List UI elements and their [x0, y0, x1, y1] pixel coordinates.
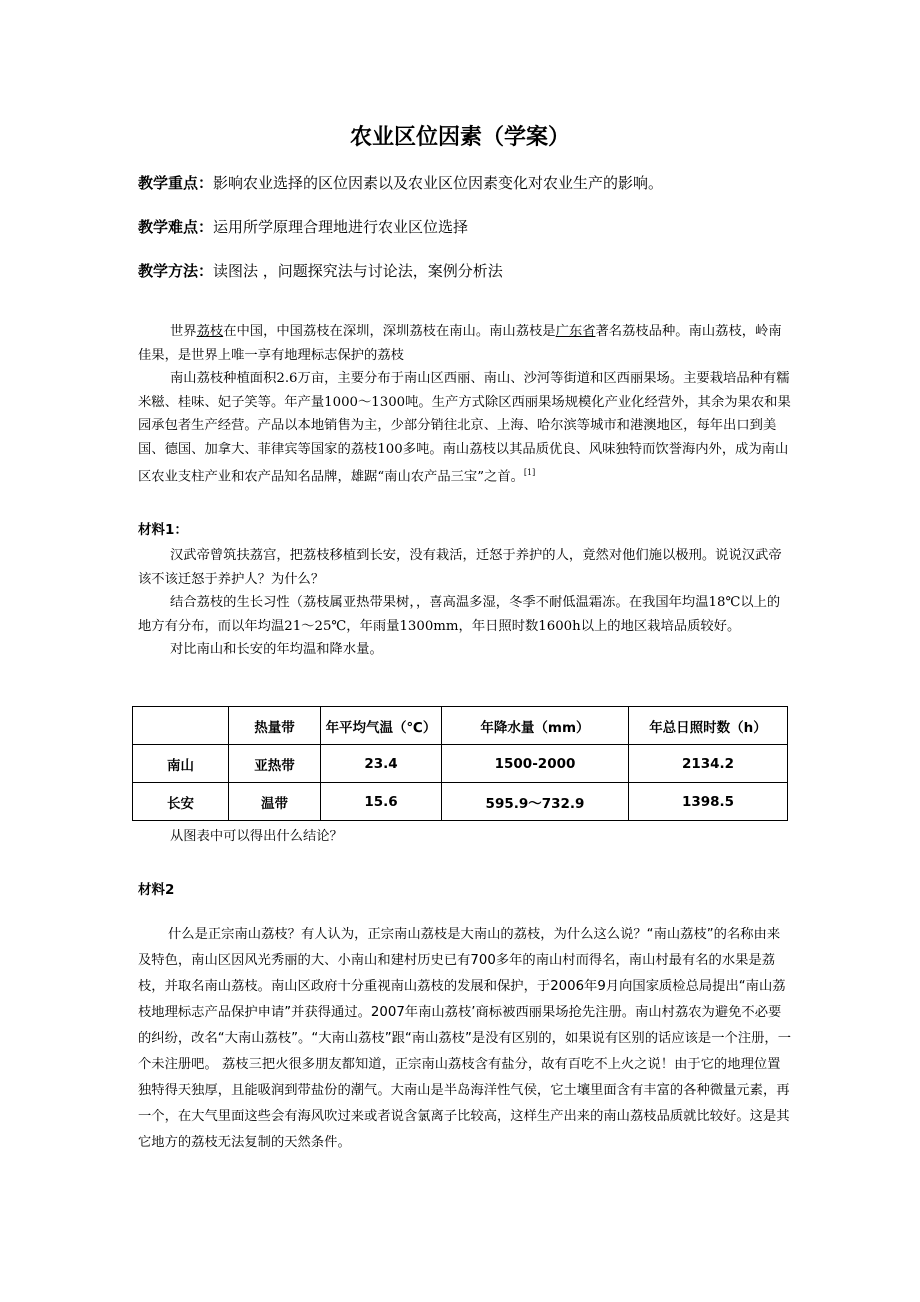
table-cell: 长安: [133, 783, 229, 821]
material1-paragraph-2: 结合荔枝的生长习性（荔枝属亚热带果树，，喜高温多湿，冬季不耐低温霜冻。在我国年均温18℃以上的地方有分布，而以年均温21～25℃，年雨量1300mm，年日照时数1600h以上的地区栽培品质较好。: [138, 595, 781, 634]
climate-table: [132, 706, 788, 821]
table-header-cell: 年总日照时数（h）: [629, 707, 788, 745]
table-cell: 亚热带: [229, 745, 321, 783]
teaching-method: [138, 260, 503, 281]
material2-paragraph: 什么是正宗南山荔枝？有人认为，正宗南山荔枝是大南山的荔枝，为什么这么说？“南山荔枝”的名称由来及特色，南山区因风光秀丽的大、小南山和建村历史已有700多年的南山村而得名，南山村最有名的水果是荔枝，并取名南山荔枝。南山区政府十分重视南山荔枝的发展和保护，于2006年9月向国家质检总局提出“南山荔枝地理标志产品保护申请”并获得通过。2007年南山荔枝’商标被西丽果场抢先注册。南山村荔农为避免不必要的纠纷，改名“大南山荔枝”。“大南山荔枝”跟“南山荔枝”是没有区别的，如果说有区别的话应该是一个注册，一个未注册吧。 荔枝三把火很多朋友都知道，正宗南山荔枝含有盐分，故有百吃不上火之说！由于它的地理位置独特得天独厚，且能吸润到带盐份的潮气。大南山是半岛海洋性气侯，它土壤里面含有丰富的各种微量元素，再一个，在大气里面这些会有海风吹过来或者说含氯离子比较高，这样生产出来的南山荔枝品质就比较好。这是其它地方的荔枝无法复制的天然条件。: [138, 927, 791, 1150]
teaching-difficulty-text: 运用所学原理合理地进行农业区位选择: [213, 218, 469, 236]
teaching-method-label: 教学方法：: [138, 262, 214, 280]
material2-label: 材料2: [138, 882, 175, 898]
intro-text-a: 世界: [170, 324, 197, 339]
material1-question: 从图表中可以得出什么结论？: [170, 829, 343, 844]
table-cell: 南山: [133, 745, 229, 783]
page-title: 农业区位因素（学案）: [349, 125, 570, 150]
table-header-cell: 年降水量（mm）: [442, 707, 629, 745]
guangdong-link[interactable]: 广东省: [555, 324, 596, 339]
teaching-difficulty: [138, 216, 468, 237]
intro-text-2: 南山荔枝种植面积2.6万亩，主要分布于南山区西丽、南山、沙河等街道和区西丽果场。主要栽培品种有糯米糍、桂味、妃子笑等。年产量1000～1300吨。生产方式除区西丽果场规模化产业化经营外，其余为果农和果园承包者生产经营。产品以本地销售为主，少部分销往北京、上海、哈尔滨等城市和港澳地区，每年出口到美国、德国、加拿大、菲律宾等国家的荔枝100多吨。南山荔枝以其品质优良、风味独特而饮誉海内外，成为南山区农业支柱产业和农产品知名品牌，雄踞“南山农产品三宝”之首。: [138, 371, 791, 485]
teaching-method-text: 读图法 ，问题探究法与讨论法，案例分析法: [213, 262, 503, 280]
teaching-focus-label: 教学重点：: [138, 174, 214, 192]
intro-paragraph-2: [138, 367, 792, 489]
table-cell: 595.9～732.9: [442, 783, 629, 821]
table-row: [133, 783, 788, 821]
teaching-difficulty-label: 教学难点：: [138, 218, 214, 236]
table-cell: 2134.2: [629, 745, 788, 783]
table-row: [133, 745, 788, 783]
intro-section: [138, 320, 792, 489]
table-cell: 15.6: [321, 783, 442, 821]
reference-mark[interactable]: [1]: [523, 468, 536, 477]
teaching-focus-text: 影响农业选择的区位因素以及农业区位因素变化对农业生产的影响。: [213, 174, 664, 192]
lychee-link[interactable]: 荔枝: [196, 324, 224, 339]
intro-text-c: 著名荔枝品种。南山荔枝，岭南佳果，是世界上唯一享有地理标志保护的荔枝: [138, 324, 782, 363]
table-header-cell: 年平均气温（℃）: [321, 707, 442, 745]
table-header-cell: 热量带: [229, 707, 321, 745]
material1-paragraph-3: 对比南山和长安的年均温和降水量。: [170, 642, 383, 657]
intro-paragraph-1: [138, 320, 792, 367]
intro-text-b: 在中国，中国荔枝在深圳，深圳荔枝在南山。南山荔枝是: [223, 324, 556, 339]
table-cell: 1500-2000: [442, 745, 629, 783]
material1-label: 材料1：: [138, 522, 188, 538]
table-cell: 23.4: [321, 745, 442, 783]
table-header-row: [133, 707, 788, 745]
table-header-cell: [133, 707, 229, 745]
material2-section: [138, 922, 792, 1156]
table-cell: 温带: [229, 783, 321, 821]
teaching-focus: [138, 172, 663, 193]
table-cell: 1398.5: [629, 783, 788, 821]
material1-paragraph-1: 汉武帝曾筑扶荔宫，把荔枝移植到长安，没有栽活，迁怒于养护的人，竟然对他们施以极刑。说说汉武帝该不该迁怒于养护人？为什么？: [138, 548, 782, 587]
material1-section: [138, 544, 792, 662]
